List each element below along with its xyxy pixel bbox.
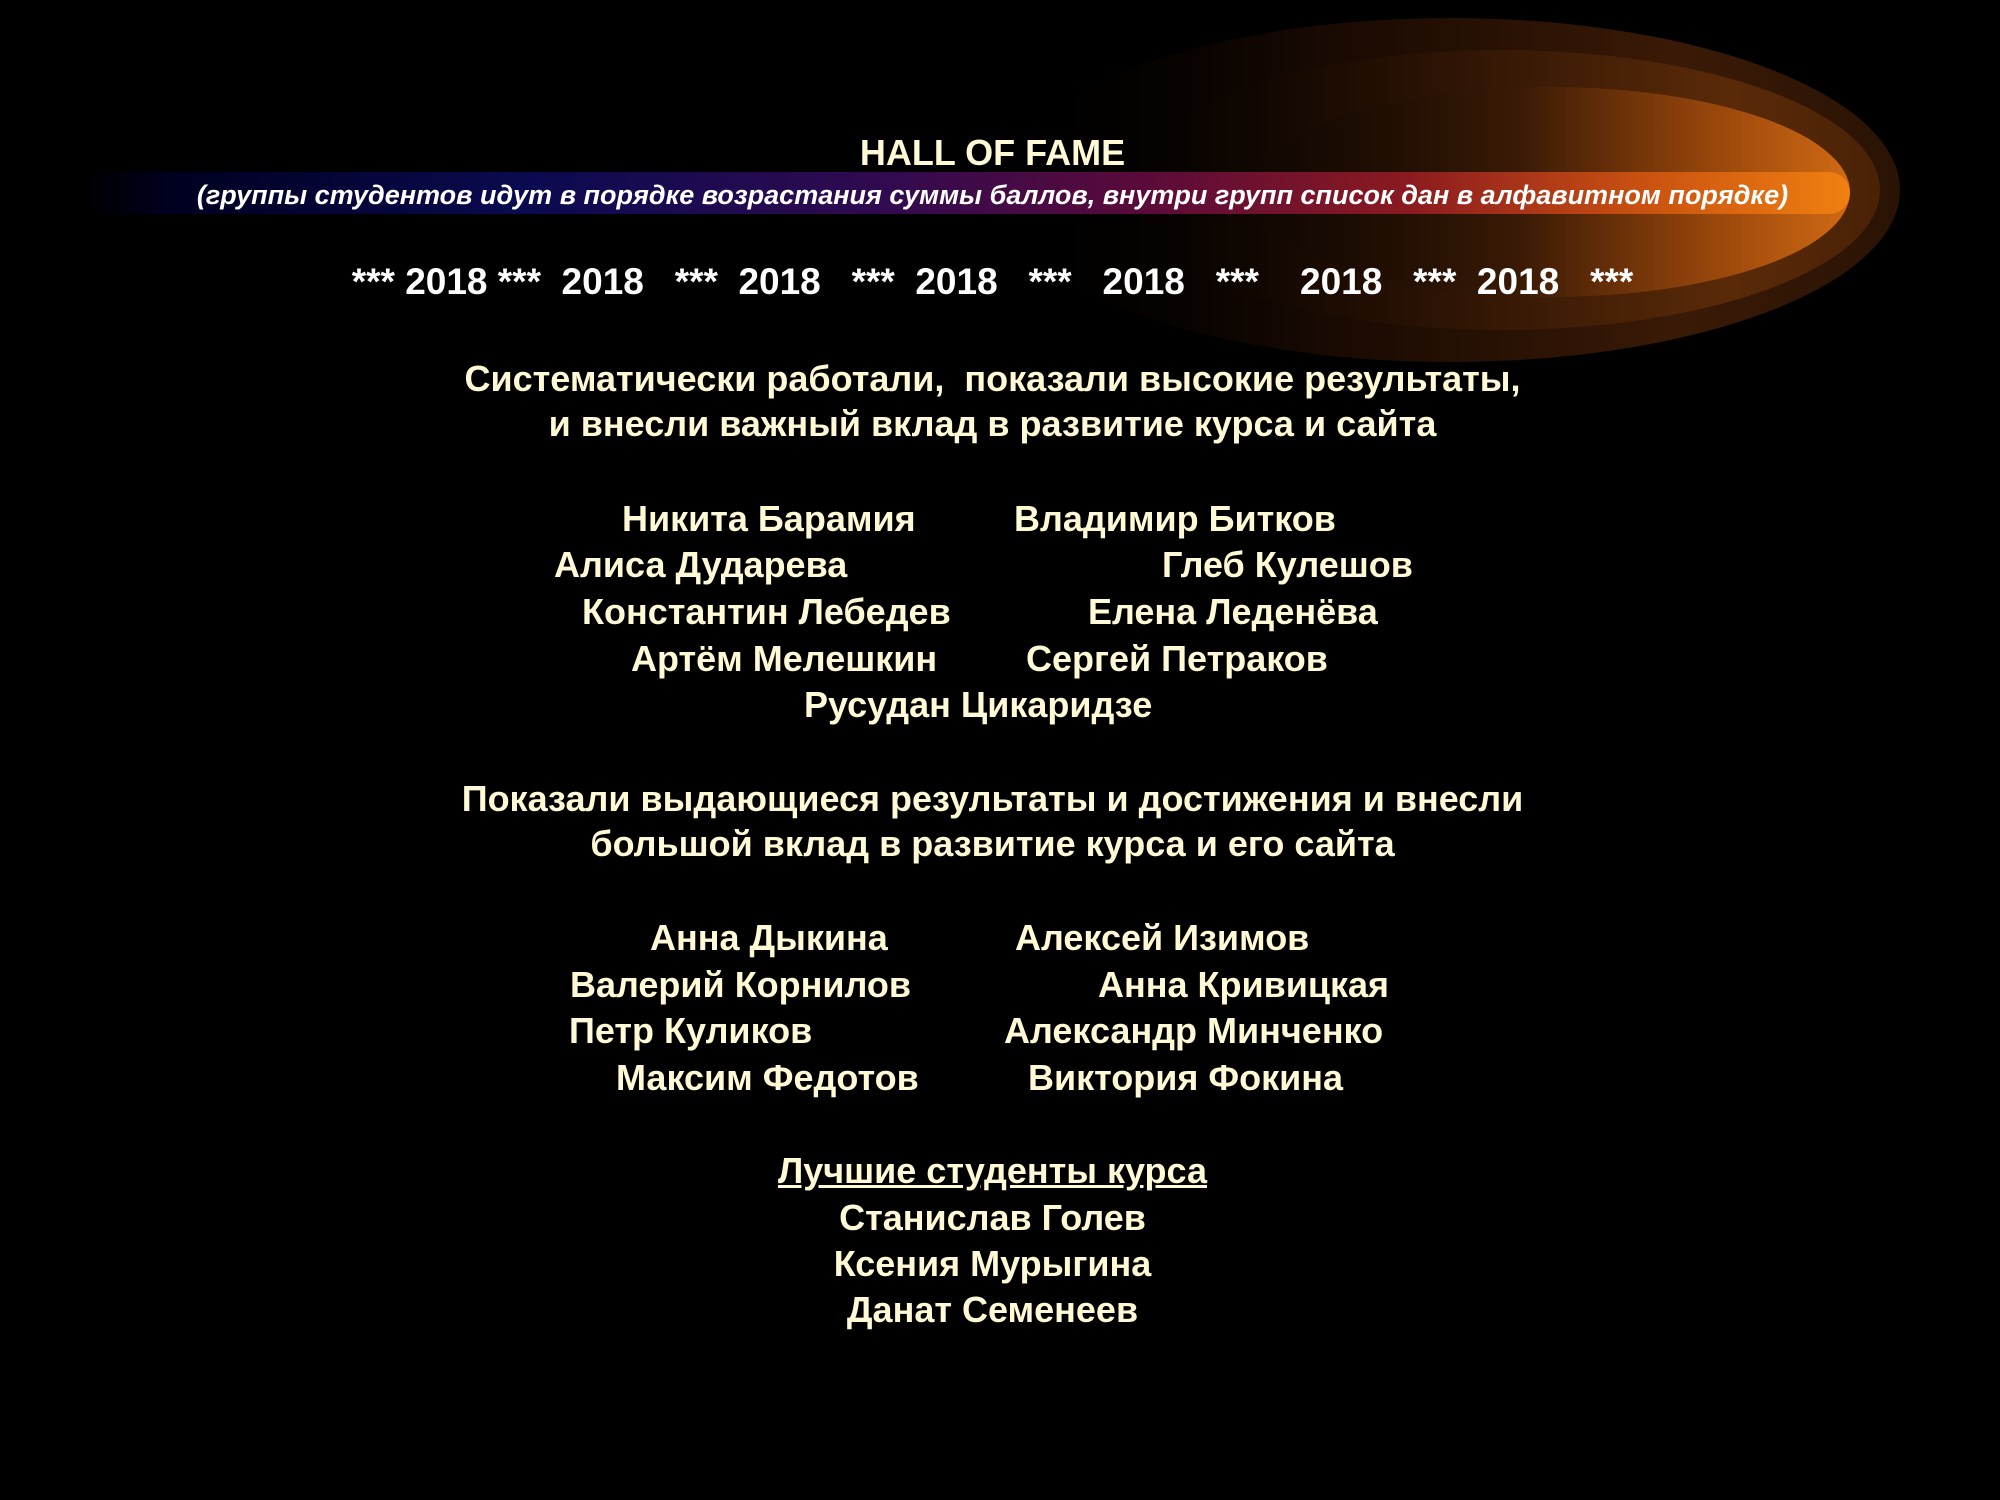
group1-name: Константин Лебедев [582, 591, 951, 632]
group2-name: Виктория Фокина [1028, 1057, 1344, 1098]
group1-heading-line1: Систематически работали, показали высокие результаты, [464, 358, 1521, 399]
group1-name: Никита Барамия [622, 498, 916, 539]
page-title: HALL OF FAME [859, 132, 1126, 173]
group1-name: Владимир Битков [1014, 498, 1336, 539]
year-banner: *** 2018 *** 2018 *** 2018 *** 2018 *** 2018 *** 2018 *** 2018 *** [351, 261, 1634, 302]
group1-name: Глеб Кулешов [1162, 544, 1413, 585]
group1-heading-line2: и внесли важный вклад в развитие курса и сайта [548, 403, 1437, 444]
group2-name: Анна Дыкина [650, 917, 888, 958]
group1-name: Артём Мелешкин [631, 638, 938, 679]
group1-name: Сергей Петраков [1026, 638, 1328, 679]
best-student-name: Ксения Мурыгина [833, 1243, 1152, 1284]
group1-name: Елена Леденёва [1088, 591, 1378, 632]
group2-name: Алексей Изимов [1015, 917, 1310, 958]
best-students-heading: Лучшие студенты курса [777, 1150, 1208, 1191]
group2-name: Валерий Корнилов [570, 964, 912, 1005]
best-student-name: Станислав Голев [839, 1197, 1146, 1238]
group1-name: Алиса Дударева [554, 544, 848, 585]
group2-heading-line1: Показали выдающиеся результаты и достижения и внесли [461, 778, 1524, 819]
group2-name: Максим Федотов [616, 1057, 919, 1098]
group2-name: Петр Куликов [569, 1010, 813, 1051]
group1-name: Русудан Цикаридзе [804, 684, 1153, 725]
group2-heading-line2: большой вклад в развитие курса и его сайта [590, 823, 1395, 864]
group2-name: Александр Минченко [1004, 1010, 1384, 1051]
group2-name: Анна Кривицкая [1098, 964, 1390, 1005]
best-student-name: Данат Семенеев [846, 1289, 1139, 1330]
subtitle: (группы студентов идут в порядке возрастания суммы баллов, внутри групп список дан в алфавитном порядке) [196, 180, 1789, 210]
